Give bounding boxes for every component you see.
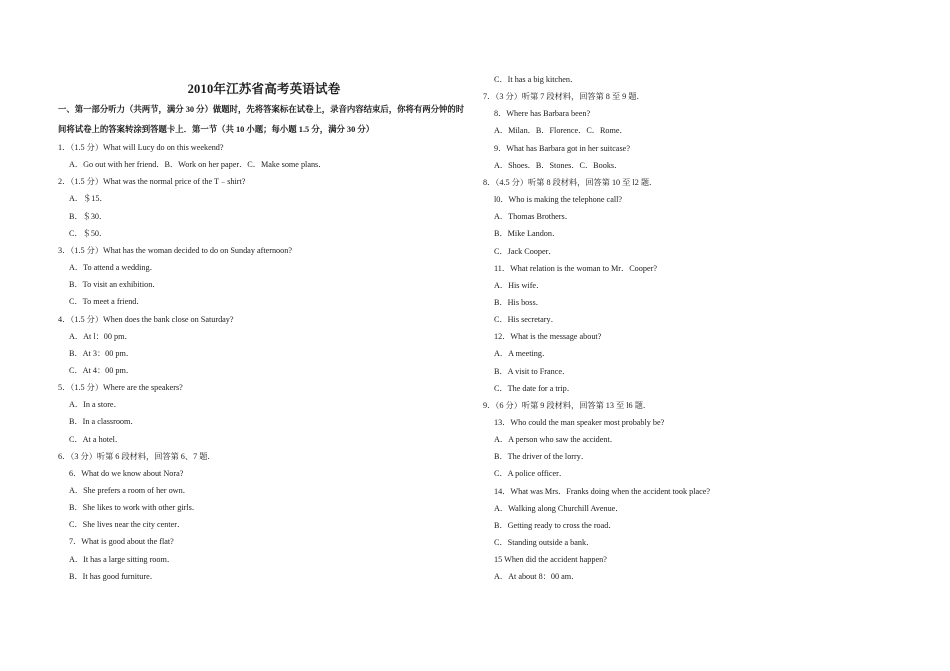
question-heading: 2．（1.5 分）What was the normal price of the T﹣shirt? xyxy=(58,177,246,187)
answer-option: B．The driver of the lorry． xyxy=(494,452,590,462)
answer-option: A．It has a large sitting room． xyxy=(69,554,176,564)
question-heading: 7．（3 分）听第 7 段材料，回答第 8 至 9 题． xyxy=(483,92,645,102)
answer-option: C．His secretary． xyxy=(494,315,559,325)
question-heading: 5．（1.5 分）Where are the speakers? xyxy=(58,383,183,393)
answer-option: C．It has a big kitchen． xyxy=(494,75,579,84)
answer-option: C．The date for a trip． xyxy=(494,383,575,393)
sub-question: 6．What do we know about Nora? xyxy=(69,468,184,478)
answer-option: C．A police officer． xyxy=(494,469,568,479)
answer-option: B．His boss． xyxy=(494,297,544,307)
answer-option: C．At 4：00 pm． xyxy=(69,365,135,375)
answer-option: C．Jack Cooper． xyxy=(494,246,557,256)
sub-question: 7．What is good about the flat? xyxy=(69,537,174,547)
answer-option: C．At a hotel． xyxy=(69,434,124,444)
answer-option: C．To meet a friend． xyxy=(69,297,145,307)
question-heading: 8．（4.5 分）听第 8 段材料，回答第 10 至 l2 题． xyxy=(483,177,658,187)
answer-option: B．At 3：00 pm． xyxy=(69,348,135,358)
question-heading: 9．（6 分）听第 9 段材料，回答第 13 至 l6 题． xyxy=(483,400,652,410)
answer-option: A．Walking along Churchill Avenue． xyxy=(494,503,624,513)
answer-option: C．She lives near the city center． xyxy=(69,520,186,530)
answer-option: B．In a classroom． xyxy=(69,417,139,427)
sub-question: 9．What has Barbara got in her suitcase? xyxy=(494,143,630,153)
sub-question: 14．What was Mrs．Franks doing when the accident took place? xyxy=(494,486,711,496)
answer-option: A．Milan．B．Florence．C．Rome． xyxy=(494,126,628,136)
answer-option: C．＄50． xyxy=(69,228,108,238)
answer-option: B．She likes to work with other girls． xyxy=(69,503,200,513)
answer-option: B．It has good furniture． xyxy=(69,571,158,581)
sub-question: 15 When did the accident happen? xyxy=(494,555,607,565)
answer-option: A．To attend a wedding． xyxy=(69,263,158,273)
question-heading: 1．（1.5 分）What will Lucy do on this weekend? xyxy=(58,143,224,152)
answer-option: A．A meeting． xyxy=(494,349,551,359)
answer-option: A．At l：00 pm． xyxy=(69,331,133,341)
question-heading: 3．（1.5 分）What has the woman decided to do on Sunday afternoon? xyxy=(58,245,292,255)
answer-option: B．Getting ready to cross the road． xyxy=(494,520,617,530)
sub-question: 11．What relation is the woman to Mr．Cooper? xyxy=(494,263,657,273)
answer-option: A．In a store． xyxy=(69,400,122,410)
question-heading: 4．（1.5 分）When does the bank close on Saturday? xyxy=(58,314,234,324)
answer-option: B．To visit an exhibition． xyxy=(69,280,161,290)
answer-option: A．At about 8：00 am． xyxy=(494,572,580,582)
answer-option: A．She prefers a room of her own． xyxy=(69,486,191,495)
answer-option: A．His wife． xyxy=(494,280,545,290)
answer-option: C．Standing outside a bank． xyxy=(494,538,595,548)
section-instructions-line-2: 间将试卷上的答案转涂到答题卡上．第一节（共 10 小题；每小题 1.5 分，满分 30 分） xyxy=(58,125,375,134)
section-instructions-line-1: 一、第一部分听力（共两节，满分 30 分）做题时，先将答案标在试卷上，录音内容结束后，你将有两分钟的时 xyxy=(58,105,465,114)
page-title: 2010年江苏省高考英语试卷 xyxy=(187,82,341,96)
sub-question: 8．Where has Barbara been? xyxy=(494,109,591,119)
sub-question: 12．What is the message about? xyxy=(494,332,602,342)
answer-option: B．A visit to France． xyxy=(494,366,571,376)
answer-option: A．A person who saw the accident． xyxy=(494,435,618,445)
sub-question: 13．Who could the man speaker most probably be? xyxy=(494,418,665,427)
answer-option: A．Thomas Brothers． xyxy=(494,212,573,222)
answer-option: A．＄15． xyxy=(69,194,108,204)
answer-option: B．＄30． xyxy=(69,211,108,221)
question-heading: 6．（3 分）听第 6 段材料，回答第 6、7 题． xyxy=(58,451,216,461)
answer-option: A．Shoes．B．Stones．C．Books． xyxy=(494,160,623,170)
answer-option: A．Go out with her friend．B．Work on her paper．C．Make some plans． xyxy=(69,160,327,170)
answer-option: B．Mike Landon． xyxy=(494,229,561,239)
sub-question: l0．Who is making the telephone call? xyxy=(494,195,623,205)
